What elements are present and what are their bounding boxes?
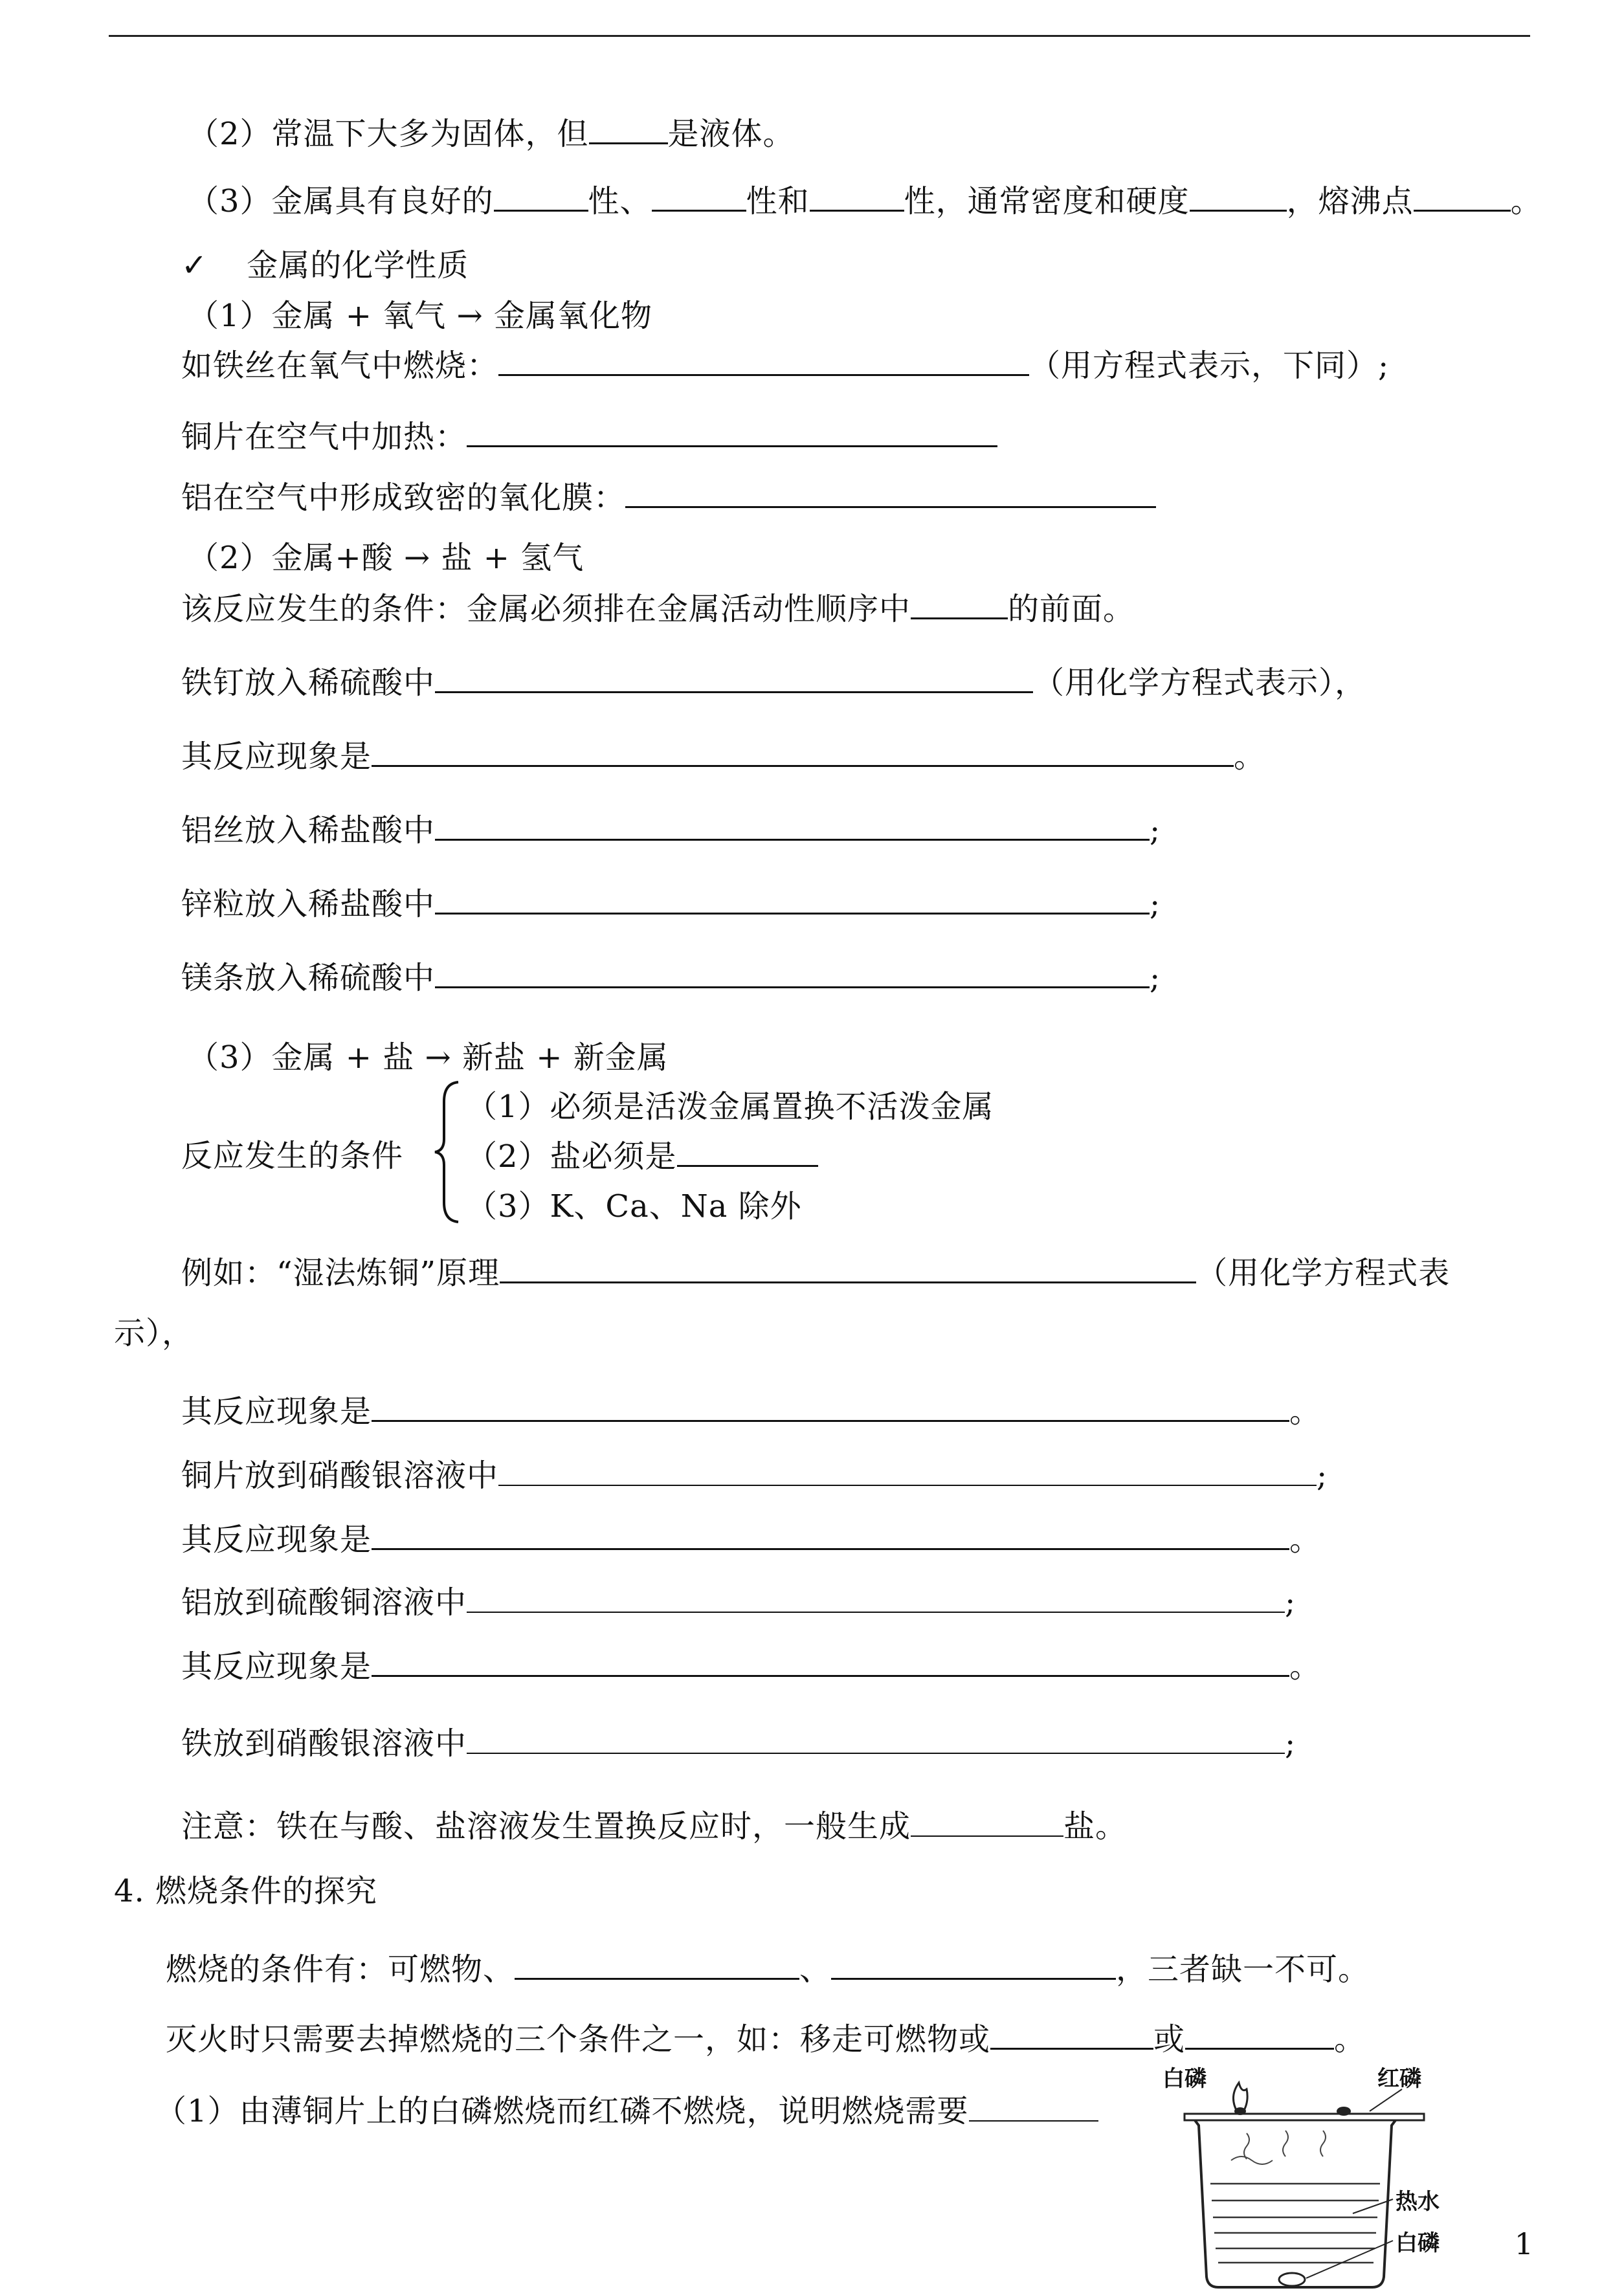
line-magnesium-sulfuric: 镁条放入稀硫酸中 ;	[181, 958, 1161, 997]
line-copper-heating: 铜片在空气中加热：	[181, 417, 997, 456]
line-iron-phenomenon: 其反应现象是 。	[181, 737, 1265, 776]
line-acid-condition: 该反应发生的条件：金属必须排在金属活动性顺序中 的前面。	[181, 589, 1135, 628]
beaker-diagram	[1159, 2063, 1456, 2292]
line-aluminum-copper-phenomenon: 其反应现象是 。	[181, 1646, 1321, 1686]
section-4-title: 4. 燃烧条件的探究	[114, 1873, 378, 1909]
line-iron-burning: 如铁丝在氧气中燃烧： （用方程式表示，下同）;	[181, 346, 1389, 385]
blank-density-hardness[interactable]	[1190, 181, 1287, 212]
blank-melting-point[interactable]	[1414, 181, 1511, 212]
line-wet-copper-phenomenon: 其反应现象是 。	[181, 1391, 1321, 1431]
white-phosphorus-bottom	[1279, 2273, 1305, 2286]
blank-property-2[interactable]	[652, 181, 746, 212]
line-metal-acid: （2）金属+酸 → 盐 + 氢气	[188, 540, 584, 576]
blank-iron-burning-equation[interactable]	[498, 346, 1029, 376]
line-wet-copper-cont: 示），	[114, 1315, 194, 1351]
condition-1: （1）必须是活泼金属置换不活泼金属	[466, 1089, 994, 1125]
blank-liquid-metal[interactable]	[589, 114, 668, 144]
label-red-phosphorus: 红磷	[1377, 2066, 1421, 2092]
blank-combustion-needs[interactable]	[969, 2092, 1098, 2122]
blank-combustion-condition-1[interactable]	[515, 1949, 799, 1980]
line-fire-extinguish: 灭火时只需要去掉燃烧的三个条件之一，如：移走可燃物或 或 。	[166, 2019, 1366, 2059]
blank-aluminum-copper-phenomenon[interactable]	[372, 1646, 1289, 1677]
condition-2: （2）盐必须是	[466, 1136, 818, 1176]
left-brace-icon	[432, 1080, 461, 1225]
red-phosphorus	[1337, 2107, 1351, 2116]
hot-water-lines	[1210, 2184, 1380, 2263]
blank-property-3[interactable]	[810, 181, 904, 212]
blank-salt-requirement[interactable]	[677, 1136, 818, 1167]
header-rule	[109, 35, 1530, 37]
blank-extinguish-2[interactable]	[1185, 2019, 1334, 2050]
condition-label: 反应发生的条件	[181, 1138, 404, 1174]
line-metal-oxygen: （1）金属 + 氧气 → 金属氧化物	[188, 298, 653, 334]
blank-iron-phenomenon[interactable]	[372, 737, 1234, 767]
line-zinc-hcl: 锌粒放入稀盐酸中 ;	[181, 884, 1161, 924]
line-white-red-phosphorus: （1）由薄铜片上的白磷燃烧而红磷不燃烧，说明燃烧需要	[155, 2092, 1098, 2131]
combustion-experiment-figure	[1159, 2063, 1456, 2295]
blank-wet-copper-phenomenon[interactable]	[372, 1391, 1289, 1422]
line-aluminum-hcl: 铝丝放入稀盐酸中 ;	[181, 810, 1161, 850]
line-copper-silver-phenomenon: 其反应现象是 。	[181, 1520, 1321, 1559]
blank-zinc-hcl-equation[interactable]	[435, 884, 1150, 915]
blank-aluminum-copper-equation[interactable]	[467, 1583, 1285, 1613]
white-phosphorus-top	[1234, 2107, 1246, 2115]
line-metal-properties: （3）金属具有良好的 性、 性和 性，通常密度和硬度 ，熔沸点 。	[188, 181, 1542, 221]
line-liquid-metal: （2）常温下大多为固体，但 是液体。	[188, 114, 795, 153]
blank-extinguish-1[interactable]	[990, 2019, 1153, 2050]
condition-3: （3）K、Ca、Na 除外	[466, 1188, 802, 1225]
line-aluminum-oxide: 铝在空气中形成致密的氧化膜：	[181, 478, 1156, 517]
blank-magnesium-sulfuric-equation[interactable]	[435, 958, 1150, 988]
blank-wet-copper-equation[interactable]	[500, 1253, 1196, 1283]
line-combustion-conditions: 燃烧的条件有：可燃物、 、 ，三者缺一不可。	[166, 1949, 1370, 1989]
label-white-phosphorus-bottom: 白磷	[1396, 2230, 1440, 2256]
blank-combustion-condition-2[interactable]	[831, 1949, 1116, 1980]
line-iron-silver-nitrate: 铁放到硝酸银溶液中 ;	[181, 1725, 1296, 1762]
blank-copper-heating-equation[interactable]	[467, 417, 997, 447]
label-hot-water: 热水	[1396, 2189, 1440, 2215]
line-iron-note: 注意：铁在与酸、盐溶液发生置换反应时，一般生成 盐。	[181, 1808, 1128, 1845]
line-iron-sulfuric: 铁钉放入稀硫酸中 （用化学方程式表示），	[181, 663, 1366, 702]
line-metal-salt: （3）金属 + 盐 → 新盐 + 新金属	[188, 1039, 669, 1076]
checkmark-icon: ✓	[181, 247, 208, 283]
blank-copper-silver-equation[interactable]	[498, 1456, 1317, 1486]
line-aluminum-copper-sulfate: 铝放到硫酸铜溶液中 ;	[181, 1584, 1296, 1621]
blank-property-1[interactable]	[494, 181, 588, 212]
blank-iron-salt[interactable]	[911, 1807, 1063, 1837]
heading-chemical-properties: ✓ 金属的化学性质	[181, 247, 469, 283]
blank-activity-series[interactable]	[911, 589, 1008, 619]
blank-copper-silver-phenomenon[interactable]	[372, 1520, 1289, 1550]
blank-iron-sulfuric-equation[interactable]	[435, 663, 1033, 693]
line-wet-copper: 例如：“湿法炼铜”原理 （用化学方程式表	[181, 1253, 1450, 1292]
line-copper-silver-nitrate: 铜片放到硝酸银溶液中 ;	[181, 1458, 1328, 1494]
blank-aluminum-hcl-equation[interactable]	[435, 810, 1150, 841]
label-white-phosphorus-top: 白磷	[1162, 2066, 1207, 2092]
page-number: 1	[1514, 2226, 1533, 2261]
copper-plate	[1185, 2114, 1424, 2120]
blank-aluminum-oxide-equation[interactable]	[625, 478, 1156, 508]
blank-iron-silver-equation[interactable]	[467, 1724, 1285, 1754]
